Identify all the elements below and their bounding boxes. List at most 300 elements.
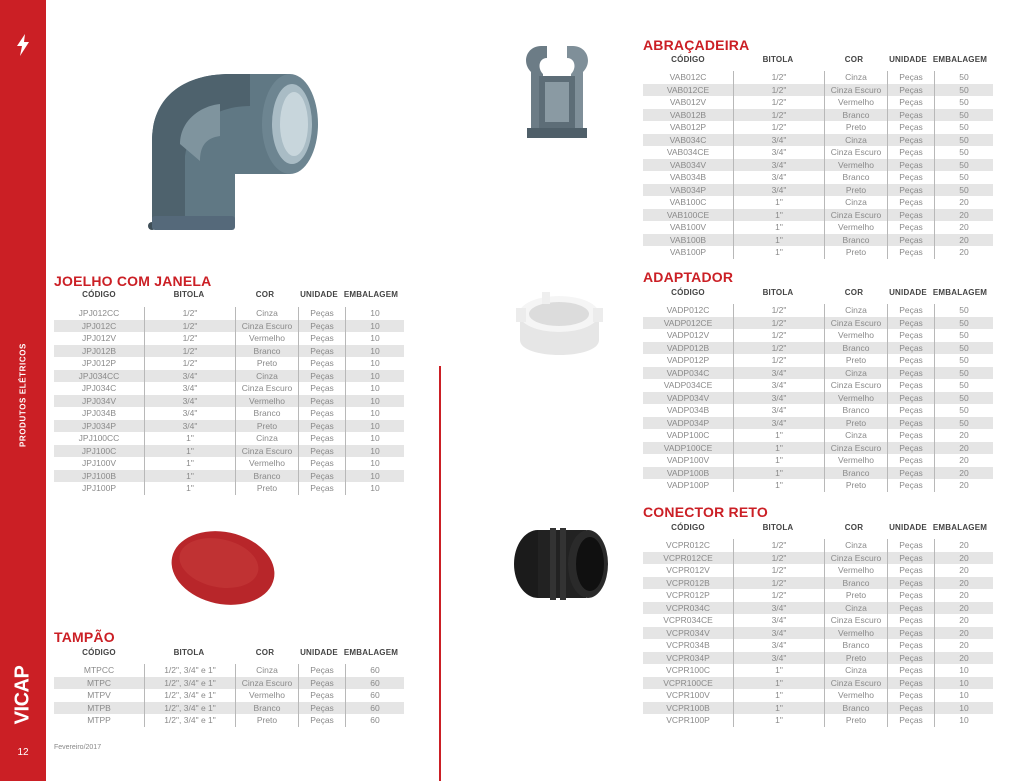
- gauge-cell: 1/2", 3/4" e 1": [144, 689, 235, 702]
- unit-cell: Peças: [887, 317, 934, 330]
- package-cell: 10: [934, 689, 993, 702]
- table-row: [643, 171, 993, 184]
- header-codigo: CÓDIGO: [82, 648, 116, 657]
- code-cell: JPJ034V: [81, 395, 117, 406]
- column-divider: [439, 366, 441, 781]
- package-cell: 10: [345, 370, 404, 383]
- table-row: [643, 342, 993, 355]
- table-header: [643, 523, 989, 532]
- code-cell: JPJ012V: [81, 333, 117, 343]
- table-row: [643, 652, 993, 665]
- code-cell: MTPV: [87, 690, 111, 700]
- header-unidade: UNIDADE: [300, 648, 338, 657]
- table-row: [54, 370, 404, 383]
- code-cell: VAB100B: [669, 234, 707, 245]
- header-codigo: CÓDIGO: [671, 288, 705, 297]
- unit-cell: Peças: [887, 442, 934, 455]
- table-row: [54, 445, 404, 458]
- lightning-bolt-icon: [14, 34, 32, 56]
- elbow-product-image: [140, 66, 330, 236]
- header-cor: COR: [844, 288, 864, 297]
- color-cell: Vermelho: [235, 689, 298, 702]
- package-cell: 10: [345, 470, 404, 483]
- code-cell: JPJ034C: [81, 383, 117, 393]
- table-row: [643, 552, 993, 565]
- package-cell: 10: [345, 432, 404, 445]
- unit-cell: Peças: [298, 470, 345, 483]
- unit-cell: Peças: [887, 689, 934, 702]
- table-row: [643, 134, 993, 147]
- gauge-cell: 1/2": [733, 342, 824, 355]
- gauge-cell: 1/2": [733, 304, 824, 317]
- color-cell: Cinza Escuro: [824, 552, 887, 565]
- gauge-cell: 1": [733, 234, 824, 247]
- code-cell: VAB100V: [669, 222, 707, 232]
- unit-cell: Peças: [887, 304, 934, 317]
- header-embalagem: EMBALAGEM: [932, 55, 988, 64]
- code-cell: VCPR100V: [666, 690, 710, 700]
- color-cell: Vermelho: [824, 564, 887, 577]
- gauge-cell: 1/2": [144, 357, 235, 370]
- package-cell: 50: [934, 329, 993, 342]
- unit-cell: Peças: [887, 196, 934, 209]
- product-table: [54, 307, 404, 495]
- color-cell: Cinza Escuro: [824, 442, 887, 455]
- gauge-cell: 1": [733, 689, 824, 702]
- gauge-cell: 1/2", 3/4" e 1": [144, 664, 235, 677]
- color-cell: Cinza: [235, 307, 298, 320]
- table-row: [54, 420, 404, 433]
- package-cell: 20: [934, 442, 993, 455]
- unit-cell: Peças: [298, 320, 345, 333]
- table-row: [643, 109, 993, 122]
- gauge-cell: 1": [144, 482, 235, 495]
- table-row: [54, 332, 404, 345]
- unit-cell: Peças: [887, 367, 934, 380]
- gauge-cell: 3/4": [733, 146, 824, 159]
- unit-cell: Peças: [887, 677, 934, 690]
- package-cell: 20: [934, 479, 993, 492]
- package-cell: 50: [934, 404, 993, 417]
- unit-cell: Peças: [887, 329, 934, 342]
- code-cell: VADP100P: [666, 480, 710, 490]
- gauge-cell: 1": [733, 677, 824, 690]
- table-row: [643, 196, 993, 209]
- code-cell: VADP034C: [666, 367, 710, 378]
- package-cell: 20: [934, 552, 993, 565]
- package-cell: 50: [934, 96, 993, 109]
- table-row: [643, 589, 993, 602]
- table-row: [643, 602, 993, 615]
- cap-product-image: [168, 528, 278, 608]
- color-cell: Vermelho: [824, 159, 887, 172]
- header-bitola: BITOLA: [762, 523, 794, 532]
- color-cell: Preto: [235, 482, 298, 495]
- package-cell: 10: [345, 332, 404, 345]
- code-cell: VADP012B: [666, 342, 710, 353]
- gauge-cell: 1/2": [733, 96, 824, 109]
- package-cell: 20: [934, 234, 993, 247]
- code-cell: VAB100CE: [666, 209, 710, 220]
- unit-cell: Peças: [887, 109, 934, 122]
- table-row: [54, 677, 404, 690]
- gauge-cell: 3/4": [733, 404, 824, 417]
- gauge-cell: 1/2": [144, 320, 235, 333]
- unit-cell: Peças: [887, 639, 934, 652]
- unit-cell: Peças: [298, 307, 345, 320]
- unit-cell: Peças: [298, 332, 345, 345]
- code-cell: VCPR100P: [666, 715, 710, 725]
- gauge-cell: 1/2", 3/4" e 1": [144, 677, 235, 690]
- code-cell: VCPR034CE: [663, 615, 713, 625]
- color-cell: Cinza: [824, 539, 887, 552]
- package-cell: 20: [934, 652, 993, 665]
- unit-cell: Peças: [887, 614, 934, 627]
- package-cell: 50: [934, 379, 993, 392]
- page-number: 12: [17, 747, 29, 758]
- table-row: [643, 689, 993, 702]
- code-cell: JPJ012CC: [78, 308, 120, 318]
- table-row: [643, 479, 993, 492]
- table-row: [643, 702, 993, 715]
- package-cell: 10: [345, 382, 404, 395]
- package-cell: 20: [934, 429, 993, 442]
- color-cell: Cinza: [824, 664, 887, 677]
- header-cor: COR: [844, 55, 864, 64]
- unit-cell: Peças: [887, 539, 934, 552]
- gauge-cell: 3/4": [733, 379, 824, 392]
- unit-cell: Peças: [298, 445, 345, 458]
- unit-cell: Peças: [887, 479, 934, 492]
- gauge-cell: 1": [144, 445, 235, 458]
- color-cell: Vermelho: [824, 96, 887, 109]
- header-unidade: UNIDADE: [889, 523, 927, 532]
- unit-cell: Peças: [887, 392, 934, 405]
- gauge-cell: 1/2": [733, 354, 824, 367]
- package-cell: 20: [934, 221, 993, 234]
- color-cell: Preto: [824, 589, 887, 602]
- unit-cell: Peças: [298, 370, 345, 383]
- unit-cell: Peças: [298, 689, 345, 702]
- table-row: [643, 367, 993, 380]
- code-cell: VADP100V: [666, 455, 710, 465]
- gauge-cell: 1/2", 3/4" e 1": [144, 714, 235, 727]
- color-cell: Cinza Escuro: [824, 146, 887, 159]
- package-cell: 50: [934, 367, 993, 380]
- color-cell: Cinza Escuro: [235, 382, 298, 395]
- gauge-cell: 1": [733, 454, 824, 467]
- header-cor: COR: [255, 648, 275, 657]
- gauge-cell: 1": [733, 246, 824, 259]
- unit-cell: Peças: [887, 121, 934, 134]
- color-cell: Vermelho: [824, 689, 887, 702]
- color-cell: Branco: [824, 234, 887, 247]
- package-cell: 20: [934, 627, 993, 640]
- section-title: CONECTOR RETO: [643, 504, 768, 520]
- table-row: [643, 454, 993, 467]
- package-cell: 60: [345, 714, 404, 727]
- table-row: [643, 71, 993, 84]
- table-row: [643, 304, 993, 317]
- table-row: [643, 246, 993, 259]
- color-cell: Vermelho: [235, 457, 298, 470]
- gauge-cell: 3/4": [733, 627, 824, 640]
- table-row: [54, 702, 404, 715]
- package-cell: 60: [345, 689, 404, 702]
- table-row: [54, 307, 404, 320]
- code-cell: MTPCC: [83, 665, 115, 675]
- color-cell: Cinza: [824, 602, 887, 615]
- gauge-cell: 1/2": [144, 332, 235, 345]
- color-cell: Cinza: [824, 367, 887, 380]
- table-row: [54, 357, 404, 370]
- gauge-cell: 1/2": [733, 564, 824, 577]
- table-header: [643, 55, 989, 64]
- gauge-cell: 1/2": [144, 307, 235, 320]
- unit-cell: Peças: [887, 552, 934, 565]
- code-cell: MTPB: [87, 702, 111, 713]
- color-cell: Preto: [824, 417, 887, 430]
- gauge-cell: 3/4": [144, 395, 235, 408]
- code-cell: VCPR034C: [666, 602, 710, 613]
- code-cell: VADP034B: [666, 405, 710, 415]
- table-row: [54, 345, 404, 358]
- product-table: [54, 664, 404, 727]
- color-cell: Cinza: [235, 370, 298, 383]
- product-table: [643, 71, 993, 259]
- gauge-cell: 3/4": [733, 134, 824, 147]
- gauge-cell: 1/2": [733, 552, 824, 565]
- table-row: [643, 121, 993, 134]
- code-cell: JPJ034B: [81, 408, 117, 418]
- code-cell: VADP100CE: [663, 442, 713, 453]
- gauge-cell: 1": [733, 479, 824, 492]
- gauge-cell: 1/2": [733, 329, 824, 342]
- table-row: [643, 317, 993, 330]
- code-cell: JPJ100V: [81, 458, 117, 468]
- package-cell: 50: [934, 417, 993, 430]
- package-cell: 50: [934, 159, 993, 172]
- color-cell: Vermelho: [824, 329, 887, 342]
- gauge-cell: 3/4": [733, 171, 824, 184]
- unit-cell: Peças: [298, 420, 345, 433]
- gauge-cell: 1": [733, 702, 824, 715]
- color-cell: Branco: [235, 407, 298, 420]
- color-cell: Cinza Escuro: [824, 84, 887, 97]
- package-cell: 50: [934, 342, 993, 355]
- color-cell: Branco: [235, 470, 298, 483]
- package-cell: 10: [345, 457, 404, 470]
- header-cor: COR: [255, 290, 275, 299]
- color-cell: Preto: [235, 357, 298, 370]
- table-row: [54, 432, 404, 445]
- code-cell: VAB034B: [669, 172, 707, 182]
- gauge-cell: 1": [733, 221, 824, 234]
- code-cell: VCPR012B: [666, 577, 710, 588]
- code-cell: JPJ100B: [81, 470, 117, 481]
- code-cell: VAB034C: [669, 134, 707, 145]
- color-cell: Cinza: [824, 429, 887, 442]
- unit-cell: Peças: [298, 457, 345, 470]
- package-cell: 20: [934, 467, 993, 480]
- code-cell: JPJ100P: [81, 483, 117, 493]
- package-cell: 10: [934, 677, 993, 690]
- header-cor: COR: [844, 523, 864, 532]
- color-cell: Preto: [824, 652, 887, 665]
- package-cell: 50: [934, 392, 993, 405]
- package-cell: 20: [934, 602, 993, 615]
- unit-cell: Peças: [887, 714, 934, 727]
- code-cell: VAB100C: [669, 197, 707, 207]
- color-cell: Preto: [235, 420, 298, 433]
- brand-logo: VICAP: [11, 665, 34, 725]
- package-cell: 50: [934, 121, 993, 134]
- table-row: [643, 96, 993, 109]
- header-embalagem: EMBALAGEM: [932, 523, 988, 532]
- color-cell: Cinza Escuro: [824, 317, 887, 330]
- color-cell: Vermelho: [824, 627, 887, 640]
- unit-cell: Peças: [887, 84, 934, 97]
- table-row: [643, 627, 993, 640]
- package-cell: 50: [934, 84, 993, 97]
- package-cell: 10: [934, 714, 993, 727]
- code-cell: VAB012V: [669, 97, 707, 107]
- code-cell: VCPR034P: [666, 652, 710, 663]
- table-row: [643, 159, 993, 172]
- gauge-cell: 1/2": [733, 84, 824, 97]
- code-cell: VAB034P: [669, 184, 707, 195]
- header-embalagem: EMBALAGEM: [932, 288, 988, 297]
- gauge-cell: 1": [733, 196, 824, 209]
- code-cell: JPJ012C: [81, 320, 117, 331]
- gauge-cell: 3/4": [733, 184, 824, 197]
- unit-cell: Peças: [887, 134, 934, 147]
- package-cell: 60: [345, 664, 404, 677]
- unit-cell: Peças: [887, 234, 934, 247]
- table-row: [643, 677, 993, 690]
- color-cell: Branco: [235, 345, 298, 358]
- code-cell: VADP100B: [666, 467, 710, 478]
- header-unidade: UNIDADE: [889, 288, 927, 297]
- color-cell: Branco: [824, 467, 887, 480]
- color-cell: Cinza: [824, 134, 887, 147]
- package-cell: 50: [934, 171, 993, 184]
- color-cell: Preto: [824, 121, 887, 134]
- color-cell: Branco: [824, 577, 887, 590]
- table-row: [643, 84, 993, 97]
- gauge-cell: 1/2": [144, 345, 235, 358]
- color-cell: Cinza Escuro: [824, 379, 887, 392]
- section-title: JOELHO COM JANELA: [54, 273, 212, 289]
- header-bitola: BITOLA: [173, 648, 205, 657]
- color-cell: Vermelho: [824, 221, 887, 234]
- table-row: [54, 457, 404, 470]
- package-cell: 20: [934, 564, 993, 577]
- color-cell: Vermelho: [235, 395, 298, 408]
- header-codigo: CÓDIGO: [671, 55, 705, 64]
- package-cell: 10: [345, 420, 404, 433]
- package-cell: 20: [934, 196, 993, 209]
- color-cell: Cinza: [235, 664, 298, 677]
- header-embalagem: EMBALAGEM: [343, 290, 399, 299]
- header-codigo: CÓDIGO: [82, 290, 116, 299]
- unit-cell: Peças: [887, 589, 934, 602]
- color-cell: Branco: [824, 639, 887, 652]
- code-cell: JPJ012B: [81, 345, 117, 356]
- package-cell: 50: [934, 71, 993, 84]
- clamp-product-image: [517, 42, 597, 142]
- gauge-cell: 3/4": [733, 639, 824, 652]
- unit-cell: Peças: [887, 702, 934, 715]
- code-cell: VCPR012V: [666, 565, 710, 575]
- code-cell: VAB034V: [669, 159, 707, 170]
- gauge-cell: 3/4": [733, 392, 824, 405]
- code-cell: VCPR012C: [666, 540, 710, 550]
- gauge-cell: 1/2": [733, 539, 824, 552]
- table-row: [643, 417, 993, 430]
- unit-cell: Peças: [887, 429, 934, 442]
- code-cell: VADP012V: [666, 330, 710, 340]
- unit-cell: Peças: [887, 159, 934, 172]
- gauge-cell: 1/2": [733, 121, 824, 134]
- gauge-cell: 1/2": [733, 577, 824, 590]
- code-cell: VCPR012CE: [663, 552, 713, 563]
- color-cell: Vermelho: [824, 454, 887, 467]
- header-unidade: UNIDADE: [889, 55, 927, 64]
- code-cell: VCPR012P: [666, 590, 710, 600]
- code-cell: VAB012C: [669, 72, 707, 82]
- package-cell: 20: [934, 454, 993, 467]
- table-row: [643, 234, 993, 247]
- gauge-cell: 1": [733, 664, 824, 677]
- table-row: [643, 404, 993, 417]
- unit-cell: Peças: [887, 209, 934, 222]
- color-cell: Branco: [824, 109, 887, 122]
- unit-cell: Peças: [887, 146, 934, 159]
- code-cell: MTPC: [86, 677, 112, 688]
- package-cell: 20: [934, 614, 993, 627]
- code-cell: JPJ100CC: [78, 433, 120, 443]
- unit-cell: Peças: [887, 221, 934, 234]
- package-cell: 50: [934, 184, 993, 197]
- color-cell: Preto: [824, 479, 887, 492]
- table-row: [54, 714, 404, 727]
- table-row: [54, 382, 404, 395]
- package-cell: 10: [345, 345, 404, 358]
- code-cell: VAB012P: [669, 122, 707, 132]
- color-cell: Preto: [824, 714, 887, 727]
- header-codigo: CÓDIGO: [671, 523, 705, 532]
- code-cell: VADP034CE: [663, 380, 713, 390]
- section-title: ADAPTADOR: [643, 269, 734, 285]
- header-bitola: BITOLA: [762, 55, 794, 64]
- gauge-cell: 3/4": [144, 382, 235, 395]
- gauge-cell: 1": [144, 432, 235, 445]
- code-cell: VCPR100C: [666, 665, 710, 675]
- unit-cell: Peças: [887, 602, 934, 615]
- unit-cell: Peças: [298, 714, 345, 727]
- code-cell: VCPR034B: [666, 640, 710, 650]
- code-cell: VAB034CE: [666, 147, 710, 157]
- package-cell: 10: [345, 407, 404, 420]
- unit-cell: Peças: [887, 467, 934, 480]
- package-cell: 20: [934, 246, 993, 259]
- category-label: PRODUTOS ELÉTRICOS: [18, 343, 28, 447]
- gauge-cell: 1/2": [733, 589, 824, 602]
- color-cell: Cinza: [824, 196, 887, 209]
- package-cell: 10: [345, 445, 404, 458]
- code-cell: VCPR100B: [666, 702, 710, 713]
